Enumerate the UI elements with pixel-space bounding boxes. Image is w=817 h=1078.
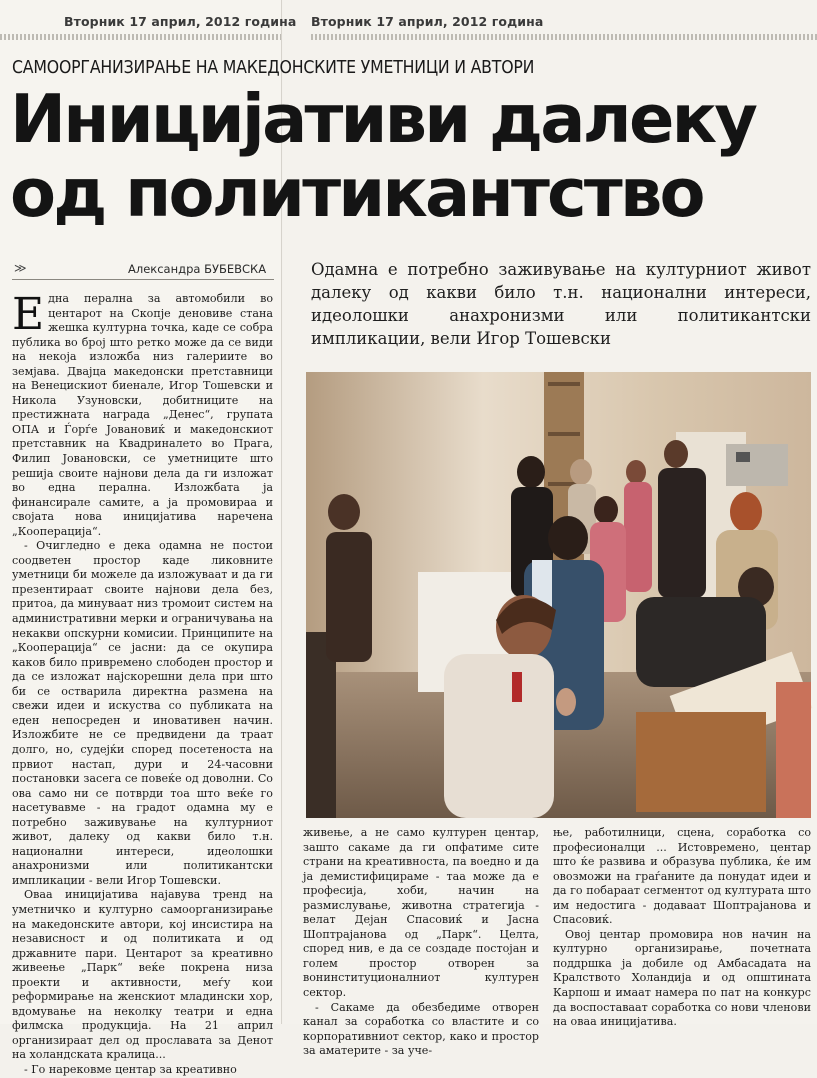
headline-line-1: Иницијативи далеку (10, 80, 756, 158)
running-head-right: Вторник 17 април, 2012 година (311, 14, 544, 29)
headline-line-2: од политикантство (10, 154, 703, 232)
paragraph-3: Оваа иницијатива најавува тренд на уметничко и културно самоорганизирање на македонските автори, кој инсистира на независност и од политиката и од државните пари. Центарот за креативно живеење „Парк“ веќе покрена низа проекти и активности, меѓу кои реформирање на женскиот младински хор, вдомување на неколку театри и една филмска продукција. На 21 април организираат дел од прославата за Денот на холандската кралица... (12, 888, 273, 1062)
paragraph-4: - Го нарековме центар за креативно (24, 1062, 237, 1076)
exhibition-photo-icon (306, 372, 811, 818)
body-column-3 (553, 826, 811, 1029)
paragraph-2: - Очигледно е дека одамна не постои соодветен простор каде ликовните уметници би можеле да изложуваат и да ги презентираат своите најнови дела без, притоа, да минуваат низ тромоит систем на административни мерки и ограничувања на некакви опскурни комисии. Принципите на „Кооперација“ се јасни: да се окупира каков било привремено слободен простор и да се изложат најскорешни дела при што би се остварила директна размена на свежи идеи и искуства со публиката на еден непосреден и иновативен начин. Изложбите не се предвидени да траат долго, но, судејќи според посетеноста на првиот настап, дури и 24-часовни постановки засега се повеќе од доволни. Со ова само ни се потврди тоа што веќе го насетувавме - на градот одамна му е потребно заживување на културниот живот, далеку од какви било т.н. национални интереси, идеолошки анахронизми или политикантски импликации - вели Игор Тошевски. (12, 539, 273, 887)
paragraph-1 (12, 289, 273, 539)
byline-author: Александра БУБЕВСКА (128, 262, 267, 276)
byline-arrows-icon: ≫ (14, 261, 27, 275)
body-column-1 (12, 289, 273, 1076)
paragraph-7: ње, работилници, сцена, соработка со професионалци ... Истовремено, центар што ќе развива и образува публика, ќе им овозможи на граѓаните да понудат идеи и да го побараат сегментот од културата што им недостига - додаваат Шоптрајанова и Спасовиќ. (553, 826, 811, 927)
header-rule-right (311, 34, 817, 40)
headline (10, 82, 755, 230)
kicker: САМООРГАНИЗИРАЊЕ НА МАКЕДОНСКИТЕ УМЕТНИЦИ И АВТОРИ (12, 58, 535, 78)
paragraph-8: Овој центар промовира нов начин на културно организирање, почетната поддршка ја добиле од Амбасадата на Кралството Холандија и од општината Карпош и имаат намера по пат на конкурс да воспоставаат соработка со нови членови на оваа иницијатива. (553, 927, 811, 1029)
header-rule-left (0, 34, 281, 40)
running-head-left: Вторник 17 април, 2012 година (64, 14, 297, 29)
byline-rule (12, 279, 274, 280)
paragraph-5: живење, а не само културен центар, зашто сакаме да ги опфатиме сите страни на креативноста, па воедно и да ја демистифицираме - таа може да е професија, хоби, начин на размислување, животна стратегија - велат Дејан Спасовиќ и Јасна Шоптрајанова од „Парк“. Целта, според нив, е да се создаде постојан и голем простор отворен за вонинституционалниот културен сектор. (303, 826, 539, 1000)
deck-standfirst: Одамна е потребно заживување на културниот живот далеку од какви било т.н. национални интереси, идеолошки анахронизми или политикантски импликации, вели Игор Тошевски (311, 260, 811, 348)
paragraph-1-text: дна перална за автомобили во центарот на Скопје деновиве стана жешка културна точка, каде се собра публика во број што ретко може да се види на некоја изложба низ галериите во земјава. Двајца македонски претставници на Венецискиот биенале, Игор Тошевски и Никола Узуновски, добитниците на престижната награда „Денес“, групата ОПА и Ѓорѓе Јовановиќ и македонскиот претставник на Квадриналето во Прага, Филип Јовановски, се уметниците што решија своите најнови дела да ги изложат во една перална. Изложбата ја финансирале самите, а ја промовираа и својата нова иницијатива наречена „Кооперација“. (12, 292, 273, 538)
drop-cap: Е (12, 289, 45, 340)
body-column-2 (303, 826, 539, 1058)
paragraph-6: - Сакаме да обезбедиме отворен канал за соработка со властите и со корпоративниот сектор, како и простор за аматерите - за уче- (303, 1000, 539, 1058)
